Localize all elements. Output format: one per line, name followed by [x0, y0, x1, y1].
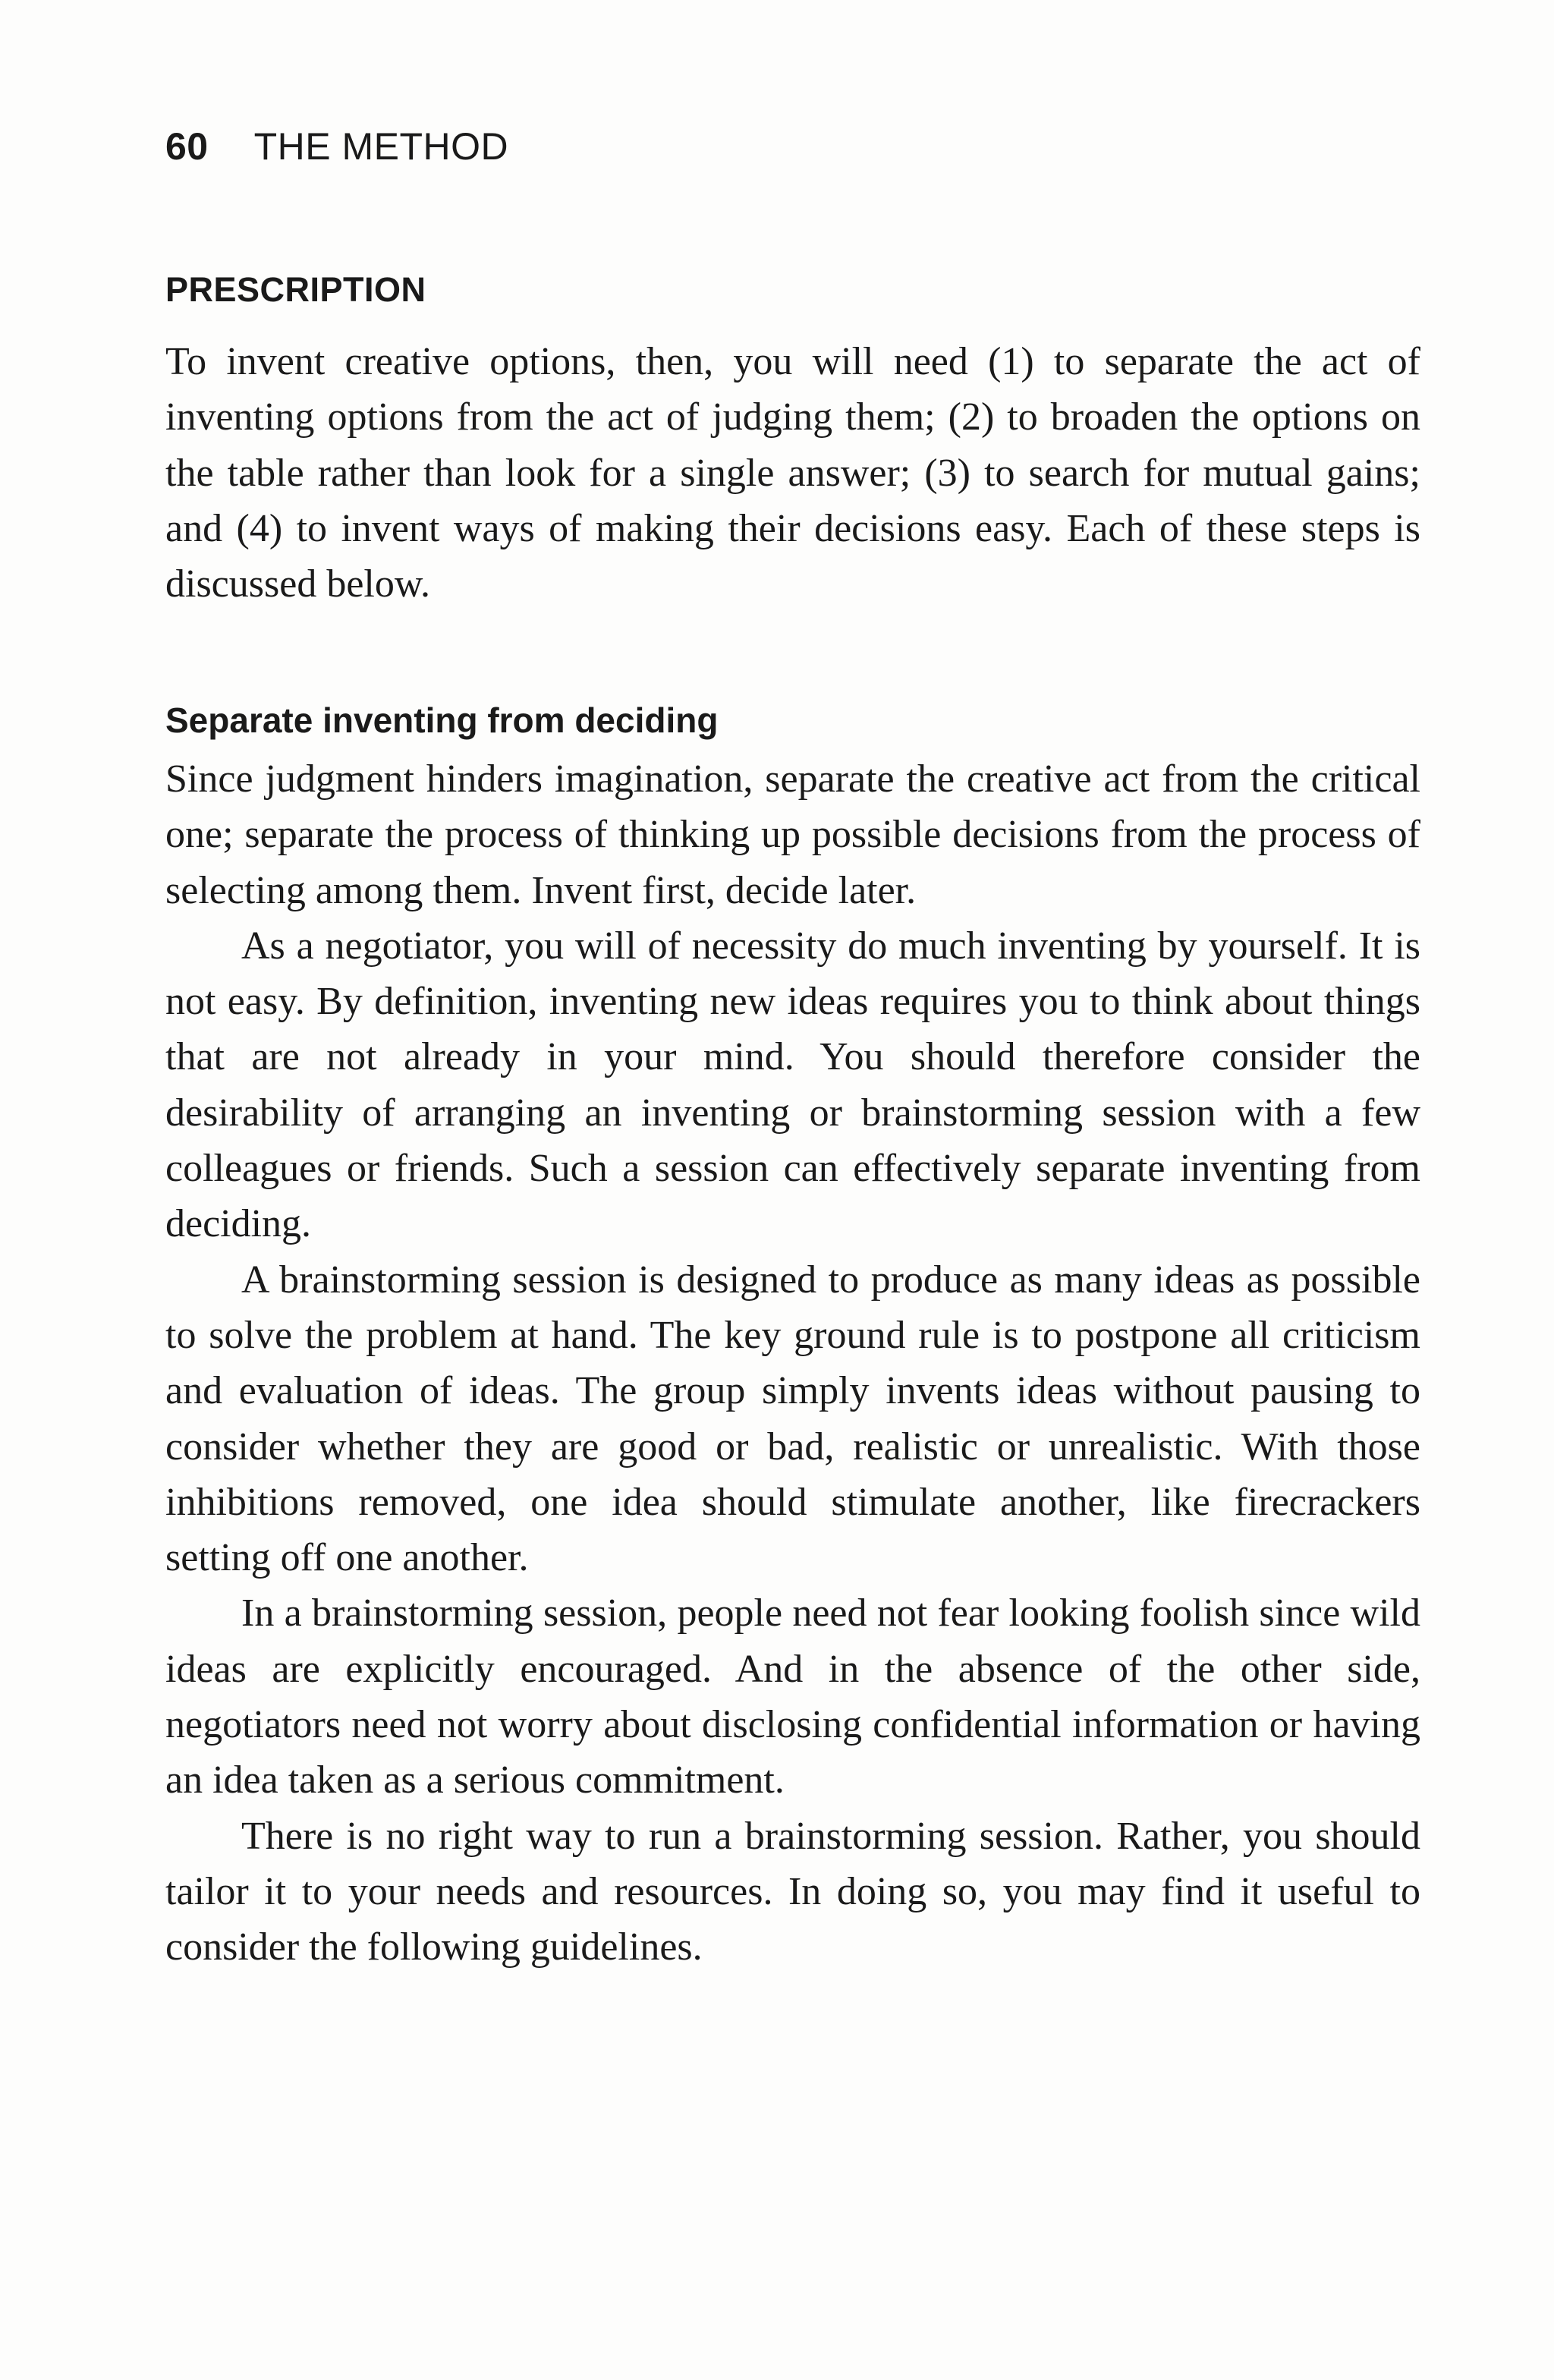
body-paragraph: As a negotiator, you will of necessity do much inventing by yourself. It is not easy. By definition, inventing new ideas requires you to think about things that are not already in your mind. You should therefore consider the desirability of arranging an inventing or brainstorming session with a few colleagues or friends. Such a session can effectively separate inventing from deciding.	[165, 924, 1420, 1246]
page-number: 60	[165, 125, 209, 168]
body-paragraph: There is no right way to run a brainstorming session. Rather, you should tailor it to your needs and resources. In doing so, you may find it useful to consider the following guidelines.	[165, 1814, 1420, 1969]
body-text-block	[165, 751, 1420, 1975]
subsection-heading: Separate inventing from deciding	[165, 700, 719, 740]
running-title: THE METHOD	[253, 125, 509, 168]
intro-paragraph: To invent creative options, then, you will need (1) to separate the act of inventing options from the act of judging them; (2) to broaden the options on the table rather than look for a single answer; (3) to search for mutual gains; and (4) to invent ways of making their decisions easy. Each of these steps is discussed below.	[165, 340, 1420, 606]
intro-text-block	[165, 334, 1420, 612]
body-paragraph: Since judgment hinders imagination, separate the creative act from the critical one; separate the process of thinking up possible decisions from the process of selecting among them. Invent first, decide later.	[165, 757, 1420, 912]
running-head	[165, 124, 508, 168]
section-heading: PRESCRIPTION	[165, 270, 426, 309]
body-paragraph: A brainstorming session is designed to produce as many ideas as possible to solve the problem at hand. The key ground rule is to postpone all criticism and evaluation of ideas. The group simply invents ideas without pausing to consider whether they are good or bad, realistic or unrealistic. With those inhibitions removed, one idea should stimulate another, like firecrackers setting off one another.	[165, 1258, 1420, 1580]
body-paragraph: In a brainstorming session, people need not fear looking foolish since wild ideas are explicitly encouraged. And in the absence of the other side, negotiators need not worry about disclosing confidential information or having an idea taken as a serious commitment.	[165, 1591, 1420, 1802]
